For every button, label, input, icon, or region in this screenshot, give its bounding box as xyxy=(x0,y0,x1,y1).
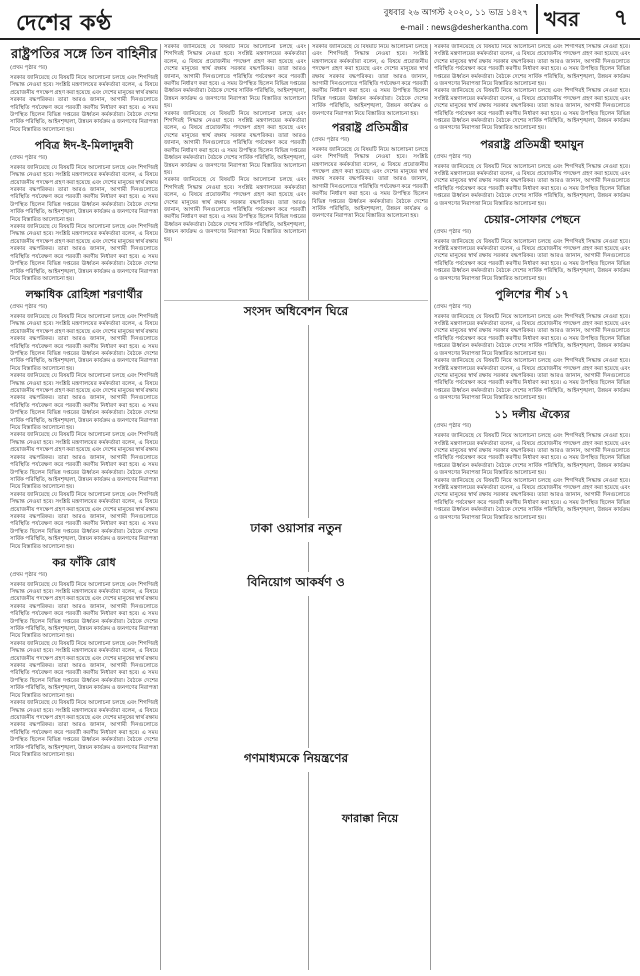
article-dateline: (প্রথম পৃষ্ঠার পর) xyxy=(434,228,472,235)
article-dateline: (প্রথম পৃষ্ঠার পর) xyxy=(434,153,472,160)
article-body: সরকার জানিয়েছে যে বিষয়টি নিয়ে আলোচনা চলছে এবং শিগগিরই সিদ্ধান্ত নেওয়া হবে। সংশ্লিষ্ট মন্ত্রণালয়ের কর্মকর্তারা বলেন, এ বিষয়ে প্রয়োজনীয় পদক্ষেপ গ্রহণ করা হয়েছে এবং দেশের মানুষের স্বার্থ রক্ষায় সরকার বদ্ধপরিকর। তারা আরও জানান, আগামী দিনগুলোতে পরিস্থিতি পর্যবেক্ষণ করে পরবর্তী করণীয় নির্ধারণ করা হবে। এ সময় উপস্থিত ছিলেন বিভিন্ন দপ্তরের ঊর্ধ্বতন কর্মকর্তারা। বৈঠকে দেশের সার্বিক পরিস্থিতি, আইনশৃঙ্খলা, উন্নয়ন কার্যক্রম ও জনগণের নিরাপত্তা নিয়ে বিস্তারিত আলোচনা হয়। xyxy=(10,313,158,372)
article-headline: পবিত্র ঈদ-ই-মিলাদুন্নবী xyxy=(34,139,134,153)
article-body: সরকার জানিয়েছে যে বিষয়টি নিয়ে আলোচনা চলছে এবং শিগগিরই সিদ্ধান্ত নেওয়া হবে। সংশ্লিষ্ট মন্ত্রণালয়ের কর্মকর্তারা বলেন, এ বিষয়ে প্রয়োজনীয় পদক্ষেপ গ্রহণ করা হয়েছে এবং দেশের মানুষের স্বার্থ রক্ষায় সরকার বদ্ধপরিকর। তারা আরও জানান, আগামী দিনগুলোতে পরিস্থিতি পর্যবেক্ষণ করে পরবর্তী করণীয় নির্ধারণ করা হবে। এ সময় উপস্থিত ছিলেন বিভিন্ন দপ্তরের ঊর্ধ্বতন কর্মকর্তারা। বৈঠকে দেশের সার্বিক পরিস্থিতি, আইনশৃঙ্খলা, উন্নয়ন কার্যক্রম ও জনগণের নিরাপত্তা নিয়ে বিস্তারিত আলোচনা হয়। xyxy=(10,491,158,550)
article-body: সরকার জানিয়েছে যে বিষয়টি নিয়ে আলোচনা চলছে এবং শিগগিরই সিদ্ধান্ত নেওয়া হবে। সংশ্লিষ্ট মন্ত্রণালয়ের কর্মকর্তারা বলেন, এ বিষয়ে প্রয়োজনীয় পদক্ষেপ গ্রহণ করা হয়েছে এবং দেশের মানুষের স্বার্থ রক্ষায় সরকার বদ্ধপরিকর। তারা আরও জানান, আগামী দিনগুলোতে পরিস্থিতি পর্যবেক্ষণ করে পরবর্তী করণীয় নির্ধারণ করা হবে। এ সময় উপস্থিত ছিলেন বিভিন্ন দপ্তরের ঊর্ধ্বতন কর্মকর্তারা। বৈঠকে দেশের সার্বিক পরিস্থিতি, আইনশৃঙ্খলা, উন্নয়ন কার্যক্রম ও জনগণের নিরাপত্তা নিয়ে বিস্তারিত আলোচনা হয়। xyxy=(10,164,158,223)
article-body: সরকার জানিয়েছে যে বিষয়টি নিয়ে আলোচনা চলছে এবং শিগগিরই সিদ্ধান্ত নেওয়া হবে। সংশ্লিষ্ট মন্ত্রণালয়ের কর্মকর্তারা বলেন, এ বিষয়ে প্রয়োজনীয় পদক্ষেপ গ্রহণ করা হয়েছে এবং দেশের মানুষের স্বার্থ রক্ষায় সরকার বদ্ধপরিকর। তারা আরও জানান, আগামী দিনগুলোতে পরিস্থিতি পর্যবেক্ষণ করে পরবর্তী করণীয় নির্ধারণ করা হবে। এ সময় উপস্থিত ছিলেন বিভিন্ন দপ্তরের ঊর্ধ্বতন কর্মকর্তারা। বৈঠকে দেশের সার্বিক পরিস্থিতি, আইনশৃঙ্খলা, উন্নয়ন কার্যক্রম ও জনগণের নিরাপত্তা নিয়ে বিস্তারিত আলোচনা হয়। xyxy=(10,373,158,432)
article-body: সরকার জানিয়েছে যে বিষয়টি নিয়ে আলোচনা চলছে এবং শিগগিরই সিদ্ধান্ত নেওয়া হবে। সংশ্লিষ্ট মন্ত্রণালয়ের কর্মকর্তারা বলেন, এ বিষয়ে প্রয়োজনীয় পদক্ষেপ গ্রহণ করা হয়েছে এবং দেশের মানুষের স্বার্থ রক্ষায় সরকার বদ্ধপরিকর। তারা আরও জানান, আগামী দিনগুলোতে পরিস্থিতি পর্যবেক্ষণ করে পরবর্তী করণীয় নির্ধারণ করা হবে। এ সময় উপস্থিত ছিলেন বিভিন্ন দপ্তরের ঊর্ধ্বতন কর্মকর্তারা। বৈঠকে দেশের সার্বিক পরিস্থিতি, আইনশৃঙ্খলা, উন্নয়ন কার্যক্রম ও জনগণের নিরাপত্তা নিয়ে বিস্তারিত আলোচনা হয়। xyxy=(10,700,158,758)
article-tax-evasion xyxy=(10,557,158,759)
article-chair-sofa xyxy=(434,214,630,283)
headline-dhaka-wasa: ঢাকা ওয়াসার নতুন xyxy=(164,518,428,542)
headline-investment: বিনিয়োগ আকর্ষণ ও xyxy=(164,572,428,596)
article-headline: পররাষ্ট্র প্রতিমন্ত্রীর xyxy=(331,121,409,135)
masthead-meta xyxy=(328,6,528,32)
article-body: সরকার জানিয়েছে যে বিষয়টি নিয়ে আলোচনা চলছে এবং শিগগিরই সিদ্ধান্ত নেওয়া হবে। সংশ্লিষ্ট মন্ত্রণালয়ের কর্মকর্তারা বলেন, এ বিষয়ে প্রয়োজনীয় পদক্ষেপ গ্রহণ করা হয়েছে এবং দেশের মানুষের স্বার্থ রক্ষায় সরকার বদ্ধপরিকর। তারা আরও জানান, আগামী দিনগুলোতে পরিস্থিতি পর্যবেক্ষণ করে পরবর্তী করণীয় নির্ধারণ করা হবে। এ সময় উপস্থিত ছিলেন বিভিন্ন দপ্তরের ঊর্ধ্বতন কর্মকর্তারা। বৈঠকে দেশের সার্বিক পরিস্থিতি, আইনশৃঙ্খলা, উন্নয়ন কার্যক্রম ও জনগণের নিরাপত্তা নিয়ে বিস্তারিত আলোচনা হয়। xyxy=(312,44,428,117)
article-body: সরকার জানিয়েছে যে বিষয়টি নিয়ে আলোচনা চলছে এবং শিগগিরই সিদ্ধান্ত নেওয়া হবে। সংশ্লিষ্ট মন্ত্রণালয়ের কর্মকর্তারা বলেন, এ বিষয়ে প্রয়োজনীয় পদক্ষেপ গ্রহণ করা হয়েছে এবং দেশের মানুষের স্বার্থ রক্ষায় সরকার বদ্ধপরিকর। তারা আরও জানান, আগামী দিনগুলোতে পরিস্থিতি পর্যবেক্ষণ করে পরবর্তী করণীয় নির্ধারণ করা হবে। এ সময় উপস্থিত ছিলেন বিভিন্ন দপ্তরের ঊর্ধ্বতন কর্মকর্তারা। বৈঠকে দেশের সার্বিক পরিস্থিতি, আইনশৃঙ্খলা, উন্নয়ন কার্যক্রম ও জনগণের নিরাপত্তা নিয়ে বিস্তারিত আলোচনা হয়। xyxy=(164,44,306,110)
issue-date: বুধবার ২৬ আগস্ট ২০২০, ১১ ভাদ্র ১৪২৭ xyxy=(383,8,528,18)
article-body: সরকার জানিয়েছে যে বিষয়টি নিয়ে আলোচনা চলছে এবং শিগগিরই সিদ্ধান্ত নেওয়া হবে। সংশ্লিষ্ট মন্ত্রণালয়ের কর্মকর্তারা বলেন, এ বিষয়ে প্রয়োজনীয় পদক্ষেপ গ্রহণ করা হয়েছে এবং দেশের মানুষের স্বার্থ রক্ষায় সরকার বদ্ধপরিকর। তারা আরও জানান, আগামী দিনগুলোতে পরিস্থিতি পর্যবেক্ষণ করে পরবর্তী করণীয় নির্ধারণ করা হবে। এ সময় উপস্থিত ছিলেন বিভিন্ন দপ্তরের ঊর্ধ্বতন কর্মকর্তারা। বৈঠকে দেশের সার্বিক পরিস্থিতি, আইনশৃঙ্খলা, উন্নয়ন কার্যক্রম ও জনগণের নিরাপত্তা নিয়ে বিস্তারিত আলোচনা হয়। xyxy=(434,88,630,132)
article-body: সরকার জানিয়েছে যে বিষয়টি নিয়ে আলোচনা চলছে এবং শিগগিরই সিদ্ধান্ত নেওয়া হবে। সংশ্লিষ্ট মন্ত্রণালয়ের কর্মকর্তারা বলেন, এ বিষয়ে প্রয়োজনীয় পদক্ষেপ গ্রহণ করা হয়েছে এবং দেশের মানুষের স্বার্থ রক্ষায় সরকার বদ্ধপরিকর। তারা আরও জানান, আগামী দিনগুলোতে পরিস্থিতি পর্যবেক্ষণ করে পরবর্তী করণীয় নির্ধারণ করা হবে। এ সময় উপস্থিত ছিলেন বিভিন্ন দপ্তরের ঊর্ধ্বতন কর্মকর্তারা। বৈঠকে দেশের সার্বিক পরিস্থিতি, আইনশৃঙ্খলা, উন্নয়ন কার্যক্রম ও জনগণের নিরাপত্তা নিয়ে বিস্তারিত আলোচনা হয়। xyxy=(10,581,158,640)
column-divider xyxy=(160,44,161,970)
page-number: ৭ xyxy=(613,6,628,31)
contact-email[interactable]: e-mail : news@desherkantha.com xyxy=(400,23,528,32)
headline-media-control: গণমাধ্যমকে নিয়ন্ত্রণের xyxy=(164,748,428,772)
article-body: সরকার জানিয়েছে যে বিষয়টি নিয়ে আলোচনা চলছে এবং শিগগিরই সিদ্ধান্ত নেওয়া হবে। সংশ্লিষ্ট মন্ত্রণালয়ের কর্মকর্তারা বলেন, এ বিষয়ে প্রয়োজনীয় পদক্ষেপ গ্রহণ করা হয়েছে এবং দেশের মানুষের স্বার্থ রক্ষায় সরকার বদ্ধপরিকর। তারা আরও জানান, আগামী দিনগুলোতে পরিস্থিতি পর্যবেক্ষণ করে পরবর্তী করণীয় নির্ধারণ করা হবে। এ সময় উপস্থিত ছিলেন বিভিন্ন দপ্তরের ঊর্ধ্বতন কর্মকর্তারা। বৈঠকে দেশের সার্বিক পরিস্থিতি, আইনশৃঙ্খলা, উন্নয়ন কার্যক্রম ও জনগণের নিরাপত্তা নিয়ে বিস্তারিত আলোচনা হয়। xyxy=(434,238,630,282)
article-headline: পররাষ্ট্র প্রতিমন্ত্রী হুমায়ুন xyxy=(480,137,584,151)
article-continued xyxy=(434,44,630,133)
article-eid-milad xyxy=(10,140,158,283)
article-headline: পুলিশের শীর্ষ ১৭ xyxy=(495,288,569,302)
article-body: সরকার জানিয়েছে যে বিষয়টি নিয়ে আলোচনা চলছে এবং শিগগিরই সিদ্ধান্ত নেওয়া হবে। সংশ্লিষ্ট মন্ত্রণালয়ের কর্মকর্তারা বলেন, এ বিষয়ে প্রয়োজনীয় পদক্ষেপ গ্রহণ করা হয়েছে এবং দেশের মানুষের স্বার্থ রক্ষায় সরকার বদ্ধপরিকর। তারা আরও জানান, আগামী দিনগুলোতে পরিস্থিতি পর্যবেক্ষণ করে পরবর্তী করণীয় নির্ধারণ করা হবে। এ সময় উপস্থিত ছিলেন বিভিন্ন দপ্তরের ঊর্ধ্বতন কর্মকর্তারা। বৈঠকে দেশের সার্বিক পরিস্থিতি, আইনশৃঙ্খলা, উন্নয়ন কার্যক্রম ও জনগণের নিরাপত্তা নিয়ে বিস্তারিত আলোচনা হয়। xyxy=(434,163,630,207)
article-dateline: (প্রথম পৃষ্ঠার পর) xyxy=(10,571,48,578)
headline-parliament: সংসদ অধিবেশন ঘিরে xyxy=(164,300,428,325)
newspaper-brand: দেশের কণ্ঠ xyxy=(16,10,112,36)
article-dateline: (প্রথম পৃষ্ঠার পর) xyxy=(10,64,48,71)
headline-farakka: ফারাক্কা নিয়ে xyxy=(312,808,428,831)
article-alliance xyxy=(434,409,630,523)
column-3 xyxy=(312,44,428,970)
article-body: সরকার জানিয়েছে যে বিষয়টি নিয়ে আলোচনা চলছে এবং শিগগিরই সিদ্ধান্ত নেওয়া হবে। সংশ্লিষ্ট মন্ত্রণালয়ের কর্মকর্তারা বলেন, এ বিষয়ে প্রয়োজনীয় পদক্ষেপ গ্রহণ করা হয়েছে এবং দেশের মানুষের স্বার্থ রক্ষায় সরকার বদ্ধপরিকর। তারা আরও জানান, আগামী দিনগুলোতে পরিস্থিতি পর্যবেক্ষণ করে পরবর্তী করণীয় নির্ধারণ করা হবে। এ সময় উপস্থিত ছিলেন বিভিন্ন দপ্তরের ঊর্ধ্বতন কর্মকর্তারা। বৈঠকে দেশের সার্বিক পরিস্থিতি, আইনশৃঙ্খলা, উন্নয়ন কার্যক্রম ও জনগণের নিরাপত্তা নিয়ে বিস্তারিত আলোচনা হয়। xyxy=(10,74,158,133)
column-1 xyxy=(10,44,158,970)
article-dateline: (প্রথম পৃষ্ঠার পর) xyxy=(434,423,472,430)
article-continued xyxy=(164,44,306,244)
column-2 xyxy=(164,44,306,970)
column-divider xyxy=(430,44,431,970)
article-headline: কর ফাঁকি রোধ xyxy=(52,555,116,569)
article-body: সরকার জানিয়েছে যে বিষয়টি নিয়ে আলোচনা চলছে এবং শিগগিরই সিদ্ধান্ত নেওয়া হবে। সংশ্লিষ্ট মন্ত্রণালয়ের কর্মকর্তারা বলেন, এ বিষয়ে প্রয়োজনীয় পদক্ষেপ গ্রহণ করা হয়েছে এবং দেশের মানুষের স্বার্থ রক্ষায় সরকার বদ্ধপরিকর। তারা আরও জানান, আগামী দিনগুলোতে পরিস্থিতি পর্যবেক্ষণ করে পরবর্তী করণীয় নির্ধারণ করা হবে। এ সময় উপস্থিত ছিলেন বিভিন্ন দপ্তরের ঊর্ধ্বতন কর্মকর্তারা। বৈঠকে দেশের সার্বিক পরিস্থিতি, আইনশৃঙ্খলা, উন্নয়ন কার্যক্রম ও জনগণের নিরাপত্তা নিয়ে বিস্তারিত আলোচনা হয়। xyxy=(10,224,158,282)
article-dateline: (প্রথম পৃষ্ঠার পর) xyxy=(434,303,472,310)
article-body: সরকার জানিয়েছে যে বিষয়টি নিয়ে আলোচনা চলছে এবং শিগগিরই সিদ্ধান্ত নেওয়া হবে। সংশ্লিষ্ট মন্ত্রণালয়ের কর্মকর্তারা বলেন, এ বিষয়ে প্রয়োজনীয় পদক্ষেপ গ্রহণ করা হয়েছে এবং দেশের মানুষের স্বার্থ রক্ষায় সরকার বদ্ধপরিকর। তারা আরও জানান, আগামী দিনগুলোতে পরিস্থিতি পর্যবেক্ষণ করে পরবর্তী করণীয় নির্ধারণ করা হবে। এ সময় উপস্থিত ছিলেন বিভিন্ন দপ্তরের ঊর্ধ্বতন কর্মকর্তারা। বৈঠকে দেশের সার্বিক পরিস্থিতি, আইনশৃঙ্খলা, উন্নয়ন কার্যক্রম ও জনগণের নিরাপত্তা নিয়ে বিস্তারিত আলোচনা হয়। xyxy=(434,433,630,477)
article-body: সরকার জানিয়েছে যে বিষয়টি নিয়ে আলোচনা চলছে এবং শিগগিরই সিদ্ধান্ত নেওয়া হবে। সংশ্লিষ্ট মন্ত্রণালয়ের কর্মকর্তারা বলেন, এ বিষয়ে প্রয়োজনীয় পদক্ষেপ গ্রহণ করা হয়েছে এবং দেশের মানুষের স্বার্থ রক্ষায় সরকার বদ্ধপরিকর। তারা আরও জানান, আগামী দিনগুলোতে পরিস্থিতি পর্যবেক্ষণ করে পরবর্তী করণীয় নির্ধারণ করা হবে। এ সময় উপস্থিত ছিলেন বিভিন্ন দপ্তরের ঊর্ধ্বতন কর্মকর্তারা। বৈঠকে দেশের সার্বিক পরিস্থিতি, আইনশৃঙ্খলা, উন্নয়ন কার্যক্রম ও জনগণের নিরাপত্তা নিয়ে বিস্তারিত আলোচনা হয়। xyxy=(434,44,630,88)
article-dateline: (প্রথম পৃষ্ঠার পর) xyxy=(312,136,350,143)
article-foreign-minister xyxy=(312,44,428,221)
article-headline: ১১ দলীয় ঐক্যের xyxy=(494,407,570,421)
article-body: সরকার জানিয়েছে যে বিষয়টি নিয়ে আলোচনা চলছে এবং শিগগিরই সিদ্ধান্ত নেওয়া হবে। সংশ্লিষ্ট মন্ত্রণালয়ের কর্মকর্তারা বলেন, এ বিষয়ে প্রয়োজনীয় পদক্ষেপ গ্রহণ করা হয়েছে এবং দেশের মানুষের স্বার্থ রক্ষায় সরকার বদ্ধপরিকর। তারা আরও জানান, আগামী দিনগুলোতে পরিস্থিতি পর্যবেক্ষণ করে পরবর্তী করণীয় নির্ধারণ করা হবে। এ সময় উপস্থিত ছিলেন বিভিন্ন দপ্তরের ঊর্ধ্বতন কর্মকর্তারা। বৈঠকে দেশের সার্বিক পরিস্থিতি, আইনশৃঙ্খলা, উন্নয়ন কার্যক্রম ও জনগণের নিরাপত্তা নিয়ে বিস্তারিত আলোচনা হয়। xyxy=(434,313,630,357)
article-body: সরকার জানিয়েছে যে বিষয়টি নিয়ে আলোচনা চলছে এবং শিগগিরই সিদ্ধান্ত নেওয়া হবে। সংশ্লিষ্ট মন্ত্রণালয়ের কর্মকর্তারা বলেন, এ বিষয়ে প্রয়োজনীয় পদক্ষেপ গ্রহণ করা হয়েছে এবং দেশের মানুষের স্বার্থ রক্ষায় সরকার বদ্ধপরিকর। তারা আরও জানান, আগামী দিনগুলোতে পরিস্থিতি পর্যবেক্ষণ করে পরবর্তী করণীয় নির্ধারণ করা হবে। এ সময় উপস্থিত ছিলেন বিভিন্ন দপ্তরের ঊর্ধ্বতন কর্মকর্তারা। বৈঠকে দেশের সার্বিক পরিস্থিতি, আইনশৃঙ্খলা, উন্নয়ন কার্যক্রম ও জনগণের নিরাপত্তা নিয়ে বিস্তারিত আলোচনা হয়। xyxy=(10,640,158,699)
article-body: সরকার জানিয়েছে যে বিষয়টি নিয়ে আলোচনা চলছে এবং শিগগিরই সিদ্ধান্ত নেওয়া হবে। সংশ্লিষ্ট মন্ত্রণালয়ের কর্মকর্তারা বলেন, এ বিষয়ে প্রয়োজনীয় পদক্ষেপ গ্রহণ করা হয়েছে এবং দেশের মানুষের স্বার্থ রক্ষায় সরকার বদ্ধপরিকর। তারা আরও জানান, আগামী দিনগুলোতে পরিস্থিতি পর্যবেক্ষণ করে পরবর্তী করণীয় নির্ধারণ করা হবে। এ সময় উপস্থিত ছিলেন বিভিন্ন দপ্তরের ঊর্ধ্বতন কর্মকর্তারা। বৈঠকে দেশের সার্বিক পরিস্থিতি, আইনশৃঙ্খলা, উন্নয়ন কার্যক্রম ও জনগণের নিরাপত্তা নিয়ে বিস্তারিত আলোচনা হয়। xyxy=(434,477,630,521)
article-body: সরকার জানিয়েছে যে বিষয়টি নিয়ে আলোচনা চলছে এবং শিগগিরই সিদ্ধান্ত নেওয়া হবে। সংশ্লিষ্ট মন্ত্রণালয়ের কর্মকর্তারা বলেন, এ বিষয়ে প্রয়োজনীয় পদক্ষেপ গ্রহণ করা হয়েছে এবং দেশের মানুষের স্বার্থ রক্ষায় সরকার বদ্ধপরিকর। তারা আরও জানান, আগামী দিনগুলোতে পরিস্থিতি পর্যবেক্ষণ করে পরবর্তী করণীয় নির্ধারণ করা হবে। এ সময় উপস্থিত ছিলেন বিভিন্ন দপ্তরের ঊর্ধ্বতন কর্মকর্তারা। বৈঠকে দেশের সার্বিক পরিস্থিতি, আইনশৃঙ্খলা, উন্নয়ন কার্যক্রম ও জনগণের নিরাপত্তা নিয়ে বিস্তারিত আলোচনা হয়। xyxy=(434,358,630,402)
article-foreign-minister-humayun xyxy=(434,139,630,208)
article-president-army xyxy=(10,48,158,134)
article-rohingya xyxy=(10,289,158,551)
article-police-top xyxy=(434,289,630,403)
article-body: সরকার জানিয়েছে যে বিষয়টি নিয়ে আলোচনা চলছে এবং শিগগিরই সিদ্ধান্ত নেওয়া হবে। সংশ্লিষ্ট মন্ত্রণালয়ের কর্মকর্তারা বলেন, এ বিষয়ে প্রয়োজনীয় পদক্ষেপ গ্রহণ করা হয়েছে এবং দেশের মানুষের স্বার্থ রক্ষায় সরকার বদ্ধপরিকর। তারা আরও জানান, আগামী দিনগুলোতে পরিস্থিতি পর্যবেক্ষণ করে পরবর্তী করণীয় নির্ধারণ করা হবে। এ সময় উপস্থিত ছিলেন বিভিন্ন দপ্তরের ঊর্ধ্বতন কর্মকর্তারা। বৈঠকে দেশের সার্বিক পরিস্থিতি, আইনশৃঙ্খলা, উন্নয়ন কার্যক্রম ও জনগণের নিরাপত্তা নিয়ে বিস্তারিত আলোচনা হয়। xyxy=(312,146,428,220)
article-dateline: (প্রথম পৃষ্ঠার পর) xyxy=(10,154,48,161)
article-body: সরকার জানিয়েছে যে বিষয়টি নিয়ে আলোচনা চলছে এবং শিগগিরই সিদ্ধান্ত নেওয়া হবে। সংশ্লিষ্ট মন্ত্রণালয়ের কর্মকর্তারা বলেন, এ বিষয়ে প্রয়োজনীয় পদক্ষেপ গ্রহণ করা হয়েছে এবং দেশের মানুষের স্বার্থ রক্ষায় সরকার বদ্ধপরিকর। তারা আরও জানান, আগামী দিনগুলোতে পরিস্থিতি পর্যবেক্ষণ করে পরবর্তী করণীয় নির্ধারণ করা হবে। এ সময় উপস্থিত ছিলেন বিভিন্ন দপ্তরের ঊর্ধ্বতন কর্মকর্তারা। বৈঠকে দেশের সার্বিক পরিস্থিতি, আইনশৃঙ্খলা, উন্নয়ন কার্যক্রম ও জনগণের নিরাপত্তা নিয়ে বিস্তারিত আলোচনা হয়। xyxy=(164,110,306,176)
article-body: সরকার জানিয়েছে যে বিষয়টি নিয়ে আলোচনা চলছে এবং শিগগিরই সিদ্ধান্ত নেওয়া হবে। সংশ্লিষ্ট মন্ত্রণালয়ের কর্মকর্তারা বলেন, এ বিষয়ে প্রয়োজনীয় পদক্ষেপ গ্রহণ করা হয়েছে এবং দেশের মানুষের স্বার্থ রক্ষায় সরকার বদ্ধপরিকর। তারা আরও জানান, আগামী দিনগুলোতে পরিস্থিতি পর্যবেক্ষণ করে পরবর্তী করণীয় নির্ধারণ করা হবে। এ সময় উপস্থিত ছিলেন বিভিন্ন দপ্তরের ঊর্ধ্বতন কর্মকর্তারা। বৈঠকে দেশের সার্বিক পরিস্থিতি, আইনশৃঙ্খলা, উন্নয়ন কার্যক্রম ও জনগণের নিরাপত্তা নিয়ে বিস্তারিত আলোচনা হয়। xyxy=(164,177,306,243)
article-headline: চেয়ার-সোফার পেছনে xyxy=(483,212,581,226)
masthead xyxy=(0,0,640,40)
article-headline: লক্ষাধিক রোহিঙ্গা শরণার্থীর xyxy=(25,288,143,302)
article-dateline: (প্রথম পৃষ্ঠার পর) xyxy=(10,303,48,310)
article-headline: রাষ্ট্রপতির সঙ্গে তিন বাহিনীর xyxy=(10,47,158,62)
section-title: খবর xyxy=(536,4,602,34)
column-divider xyxy=(308,44,309,970)
column-4 xyxy=(434,44,630,970)
article-body: সরকার জানিয়েছে যে বিষয়টি নিয়ে আলোচনা চলছে এবং শিগগিরই সিদ্ধান্ত নেওয়া হবে। সংশ্লিষ্ট মন্ত্রণালয়ের কর্মকর্তারা বলেন, এ বিষয়ে প্রয়োজনীয় পদক্ষেপ গ্রহণ করা হয়েছে এবং দেশের মানুষের স্বার্থ রক্ষায় সরকার বদ্ধপরিকর। তারা আরও জানান, আগামী দিনগুলোতে পরিস্থিতি পর্যবেক্ষণ করে পরবর্তী করণীয় নির্ধারণ করা হবে। এ সময় উপস্থিত ছিলেন বিভিন্ন দপ্তরের ঊর্ধ্বতন কর্মকর্তারা। বৈঠকে দেশের সার্বিক পরিস্থিতি, আইনশৃঙ্খলা, উন্নয়ন কার্যক্রম ও জনগণের নিরাপত্তা নিয়ে বিস্তারিত আলোচনা হয়। xyxy=(10,432,158,491)
